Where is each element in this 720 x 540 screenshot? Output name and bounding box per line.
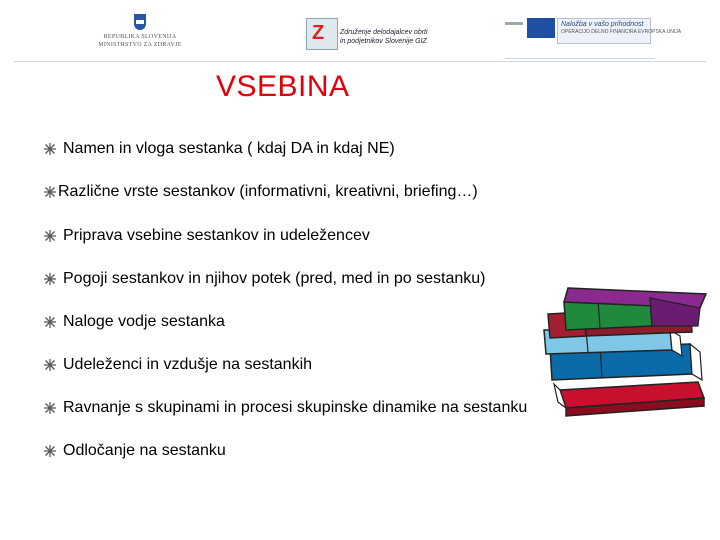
list-item-text: Naloge vodje sestanka [63, 313, 225, 330]
list-item-text: Odločanje na sestanku [63, 442, 226, 459]
association-logo [306, 18, 436, 52]
books-stack-illustration [540, 286, 710, 426]
ministry-logo [85, 14, 195, 54]
snowflake-bullet-icon [44, 186, 56, 198]
eu-stripe [505, 22, 523, 25]
snowflake-bullet-icon [44, 316, 56, 328]
eu-logo [505, 18, 682, 60]
slide-title: VSEBINA [216, 70, 350, 103]
association-logo-line2: in podjetnikov Slovenije GIZ [340, 38, 427, 45]
eu-logo-underline [505, 58, 655, 59]
snowflake-bullet-icon [44, 445, 56, 457]
ministry-logo-line1: REPUBLIKA SLOVENIJA [103, 34, 177, 40]
list-item-text: Različne vrste sestankov (informativni, kreativni, briefing…) [58, 183, 478, 200]
snowflake-bullet-icon [44, 359, 56, 371]
list-item-text: Udeleženci in vzdušje na sestankih [63, 356, 313, 373]
list-item [44, 140, 395, 158]
list-item [44, 399, 527, 417]
association-logo-line1: Združenje delodajalcev obrti [340, 29, 428, 36]
header-divider [14, 61, 706, 62]
snowflake-bullet-icon [44, 230, 56, 242]
snowflake-bullet-icon [44, 273, 56, 285]
snowflake-bullet-icon [44, 143, 56, 155]
list-item-text: Namen in vloga sestanka ( kdaj DA in kdaj NE) [63, 140, 395, 157]
list-item [44, 356, 312, 374]
list-item-text: Ravnanje s skupinami in procesi skupinske dinamike na sestanku [63, 399, 528, 416]
list-item [44, 270, 485, 288]
eu-slogan: Naložba v vašo prihodnost [561, 21, 644, 28]
association-mark-icon: Z [306, 18, 338, 50]
list-item [44, 227, 370, 245]
ministry-logo-line2: MINISTRSTVO ZA ZDRAVJE [98, 42, 182, 48]
snowflake-bullet-icon [44, 402, 56, 414]
eu-slogan-box [557, 18, 682, 44]
list-item-text: Priprava vsebine sestankov in udeležencev [63, 227, 370, 244]
list-item [44, 313, 225, 331]
list-item-text: Pogoji sestankov in njihov potek (pred, med in po sestanku) [63, 270, 486, 287]
eu-flag-icon [527, 18, 555, 38]
eu-funding-note: OPERACIJO DELNO FINANCIRA EVROPSKA UNIJA [561, 29, 682, 35]
header [0, 0, 720, 62]
coat-of-arms-icon [134, 14, 146, 30]
list-item [44, 442, 226, 460]
list-item [44, 183, 478, 201]
